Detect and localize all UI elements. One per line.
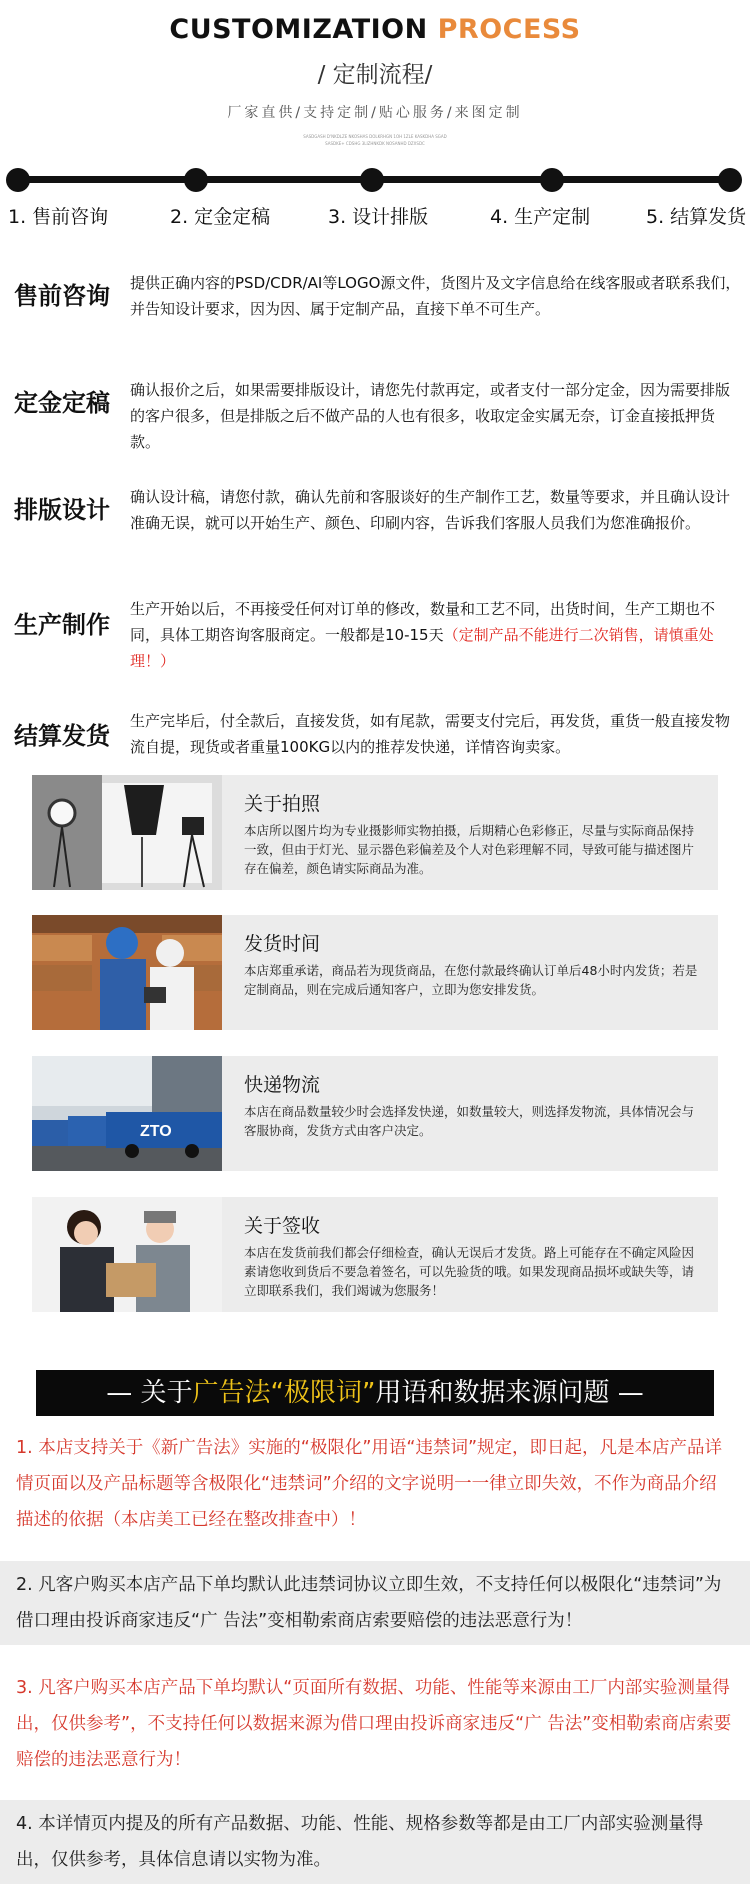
notice-2: 2. 凡客户购买本店产品下单均默认此违禁词协议立即生效，不支持任何以极限化“违禁词”为借口理由投诉商家违反“广 告法”变相勒索商店索要赔偿的违法恶意行为！ xyxy=(0,1561,750,1645)
signing-photo xyxy=(32,1197,222,1312)
card-title-logistics: 快递物流 xyxy=(244,1074,321,1096)
info-card-signing xyxy=(32,1197,718,1312)
section-heading-layout: 排版设计 xyxy=(14,496,110,524)
banner-dash-left: — xyxy=(106,1378,141,1408)
section-body-layout: 确认设计稿，请您付款，确认先前和客服谈好的生产制作工艺，数量等要求，并且确认设计准确无误，就可以开始生产、颜色、印刷内容，告诉我们客服人员我们为您准确报价。 xyxy=(130,488,731,532)
info-card-delivery xyxy=(32,915,718,1030)
timeline-dot-4 xyxy=(540,168,564,192)
studio-photo xyxy=(32,775,222,890)
section-body-production xyxy=(130,596,742,674)
truck-brand-text: ZTO xyxy=(140,1123,172,1140)
section-heading-settlement: 结算发货 xyxy=(14,722,110,750)
banner-highlight: 广告法“极限词” xyxy=(192,1378,376,1408)
production-warning: （定制产品不能进行二次销售，请慎重处理！） xyxy=(130,626,714,670)
banner-prefix: 关于 xyxy=(140,1378,193,1408)
micro-text-2: SASDKE+ CDSHG 3LIZHNKDK NOSANHD DZXSDC xyxy=(325,141,425,146)
step-label-5: 5. 结算发货 xyxy=(646,206,747,228)
step-label-4: 4. 生产定制 xyxy=(490,206,591,228)
banner-suffix: 用语和数据来源问题 xyxy=(375,1378,610,1408)
timeline-dot-2 xyxy=(184,168,208,192)
section-body-settlement: 生产完毕后，付全款后，直接发货，如有尾款，需要支付完后，再发货，重货一般直接发物流自提，现货或者重量100KG以内的推荐发快递，详情咨询卖家。 xyxy=(130,712,731,756)
section-body-presale: 提供正确内容的PSD/CDR/AI等LOGO源文件，货图片及文字信息给在线客服或者联系我们，并告知设计要求，因为因、属于定制产品，直接下单不可生产。 xyxy=(130,274,741,318)
micro-text-1: SASDGASH D'NKDLZE NKOSHAS DOLKRHGN 1OH 1ZLE KASKDHA SGAD xyxy=(303,134,447,139)
page-title xyxy=(0,14,750,45)
warehouse-photo xyxy=(32,915,222,1030)
section-heading-deposit: 定金定稿 xyxy=(14,389,110,417)
card-body-signing: 本店在发货前我们都会仔细检查，确认无误后才发货。路上可能存在不确定风险因素请您收到货后不要急着签名，可以先验货的哦。如果发现商品损坏或缺失等，请立即联系我们，我们竭诚为您服务！ xyxy=(244,1245,695,1298)
notice-1: 1. 本店支持关于《新广告法》实施的“极限化”用语“违禁词”规定，即日起，凡是本店产品详情页面以及产品标题等含极限化“违禁词”介绍的文字说明一一律立即失效，不作为商品介绍描述的依据（本店美工已经在整改排查中）！ xyxy=(16,1438,723,1530)
tagline: 厂家直供/支持定制/贴心服务/来图定制 xyxy=(227,105,523,121)
notice-4: 4. 本详情页内提及的所有产品数据、功能、性能、规格参数等都是由工厂内部实验测量得出，仅供参考，具体信息请以实物为准。 xyxy=(0,1800,750,1884)
timeline-dot-3 xyxy=(360,168,384,192)
card-body-logistics: 本店在商品数量较少时会选择发快递，如数量较大，则选择发物流，具体情况会与客服协商，发货方式由客户决定。 xyxy=(244,1104,695,1138)
timeline-dot-5 xyxy=(718,168,742,192)
info-card-logistics xyxy=(32,1056,718,1171)
notice-3: 3. 凡客户购买本店产品下单均默认“页面所有数据、功能、性能等来源由工厂内部实验测量得出，仅供参考”，不支持任何以数据来源为借口理由投诉商家违反“广 告法”变相勒索商店索要赔偿的违法恶意行为！ xyxy=(16,1678,732,1770)
card-title-delivery: 发货时间 xyxy=(244,933,321,955)
card-title-photo: 关于拍照 xyxy=(244,793,321,815)
card-title-signing: 关于签收 xyxy=(244,1215,321,1237)
step-label-3: 3. 设计排版 xyxy=(328,206,429,228)
info-card-photo xyxy=(32,775,718,890)
section-heading-production: 生产制作 xyxy=(14,611,110,639)
step-label-1: 1. 售前咨询 xyxy=(8,206,109,228)
title-main: CUSTOMIZATION xyxy=(169,14,438,45)
timeline-dot-1 xyxy=(6,168,30,192)
title-accent: PROCESS xyxy=(437,14,581,45)
section-heading-presale: 售前咨询 xyxy=(14,282,110,310)
page-subtitle: / 定制流程/ xyxy=(317,62,433,88)
card-body-delivery: 本店郑重承诺，商品若为现货商品，在您付款最终确认订单后48小时内发货；若是定制商品，则在完成后通知客户，立即为您安排发货。 xyxy=(244,963,698,997)
advertising-law-banner xyxy=(36,1370,714,1416)
section-body-deposit: 确认报价之后，如果需要排版设计，请您先付款再定，或者支付一部分定金，因为需要排版的客户很多，但是排版之后不做产品的人也有很多，收取定金实属无奈，订金直接抵押货款。 xyxy=(130,381,731,451)
step-label-2: 2. 定金定稿 xyxy=(170,206,271,228)
banner-dash-right: — xyxy=(609,1378,644,1408)
trucks-photo xyxy=(32,1056,222,1171)
card-body-photo: 本店所以图片均为专业摄影师实物拍摄，后期精心色彩修正，尽量与实际商品保持一致，但由于灯光、显示器色彩偏差及个人对色彩理解不同，导致可能与描述图片存在偏差，颜色请实际商品为准。 xyxy=(244,823,695,876)
production-text: 生产开始以后，不再接受任何对订单的修改，数量和工艺不同，出货时间，生产工期也不同，具体工期咨询客服商定。一般都是10-15天 xyxy=(130,600,716,644)
